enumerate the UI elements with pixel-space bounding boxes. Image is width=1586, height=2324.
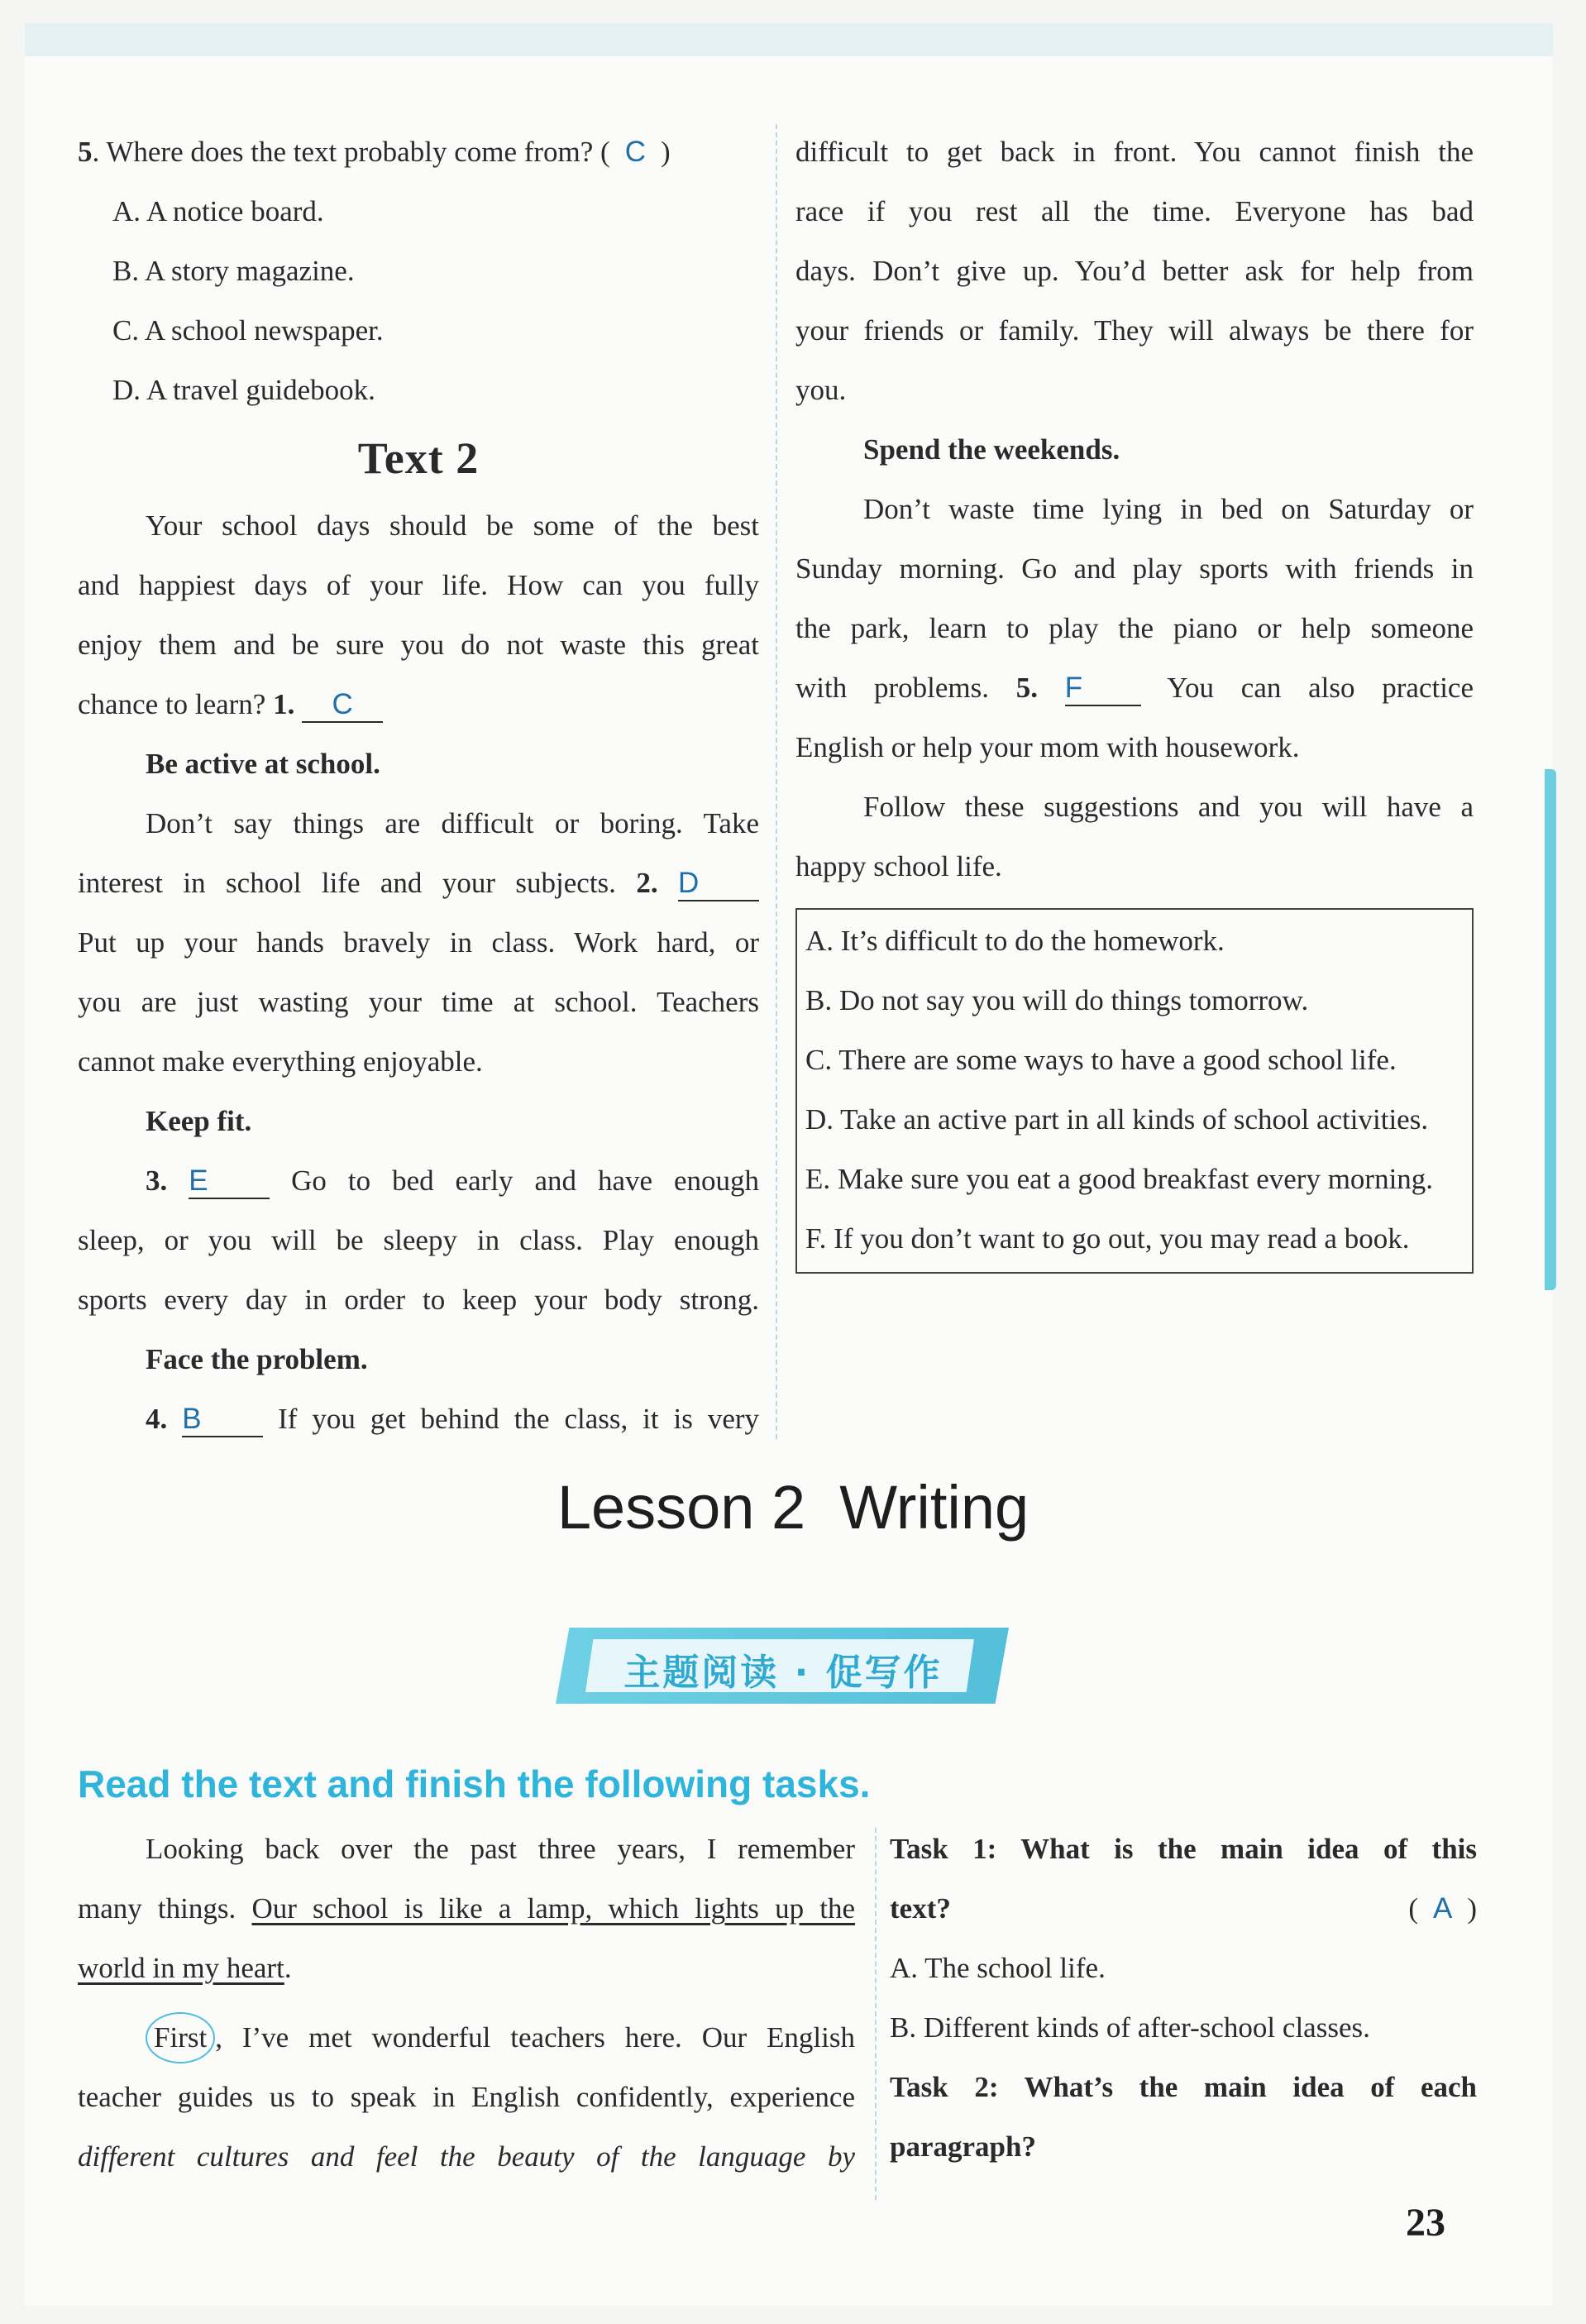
bracket-close: ): [1467, 1892, 1477, 1925]
options-box: [795, 908, 1474, 1274]
weekend-line: with problems.: [795, 672, 989, 704]
question-5-number: 5: [78, 136, 93, 168]
blank-5-number: 5.: [1015, 672, 1039, 704]
intro-line: Your school days should be some of the best: [146, 509, 759, 542]
task-2-label: Task 2:: [890, 2071, 999, 2103]
task-1-text: What is the main idea of this: [1020, 1833, 1478, 1865]
weekend-line: Don’t waste time lying in bed on Saturday or: [863, 493, 1474, 525]
task-2-text: paragraph?: [890, 2130, 1036, 2163]
question-5-answer: C: [624, 136, 646, 168]
q5-option-b: B. A story magazine.: [112, 255, 355, 287]
heading-face-problem: Face the problem.: [146, 1343, 368, 1375]
blank-3-number: 3.: [146, 1164, 168, 1197]
weekend-line: You can also practice: [1167, 672, 1474, 704]
heading-weekends: Spend the weekends.: [863, 433, 1120, 466]
active-line-with-blank: [78, 854, 759, 913]
task-2-text: What’s the main idea of each: [1024, 2071, 1478, 2103]
blank-5-answer[interactable]: F: [1065, 672, 1141, 706]
option-a: A. It’s difficult to do the homework.: [805, 925, 1225, 957]
blank-2-number: 2.: [636, 867, 658, 899]
weekend-line-with-blank: [795, 658, 1474, 718]
blank-1-answer[interactable]: C: [302, 689, 383, 723]
reading-text: .: [284, 1952, 292, 1984]
question-5: [78, 122, 759, 182]
task-1-question: [890, 1820, 1477, 1879]
task-1-answer-bracket: [1408, 1879, 1477, 1939]
option-b: B. Do not say you will do things tomorrow.: [805, 984, 1309, 1016]
reading-line: [78, 2008, 855, 2068]
active-line: Put up your hands bravely in class. Work hard, or: [78, 926, 759, 959]
heading-keep-fit: Keep fit.: [146, 1105, 252, 1137]
column-divider: [776, 124, 777, 1439]
weekend-line: Sunday morning. Go and play sports with friends in: [795, 552, 1474, 585]
task-1-question-end: [890, 1879, 1477, 1939]
task-1-label: Task 1:: [890, 1833, 997, 1865]
active-line: Don’t say things are difficult or boring. Take: [146, 807, 759, 839]
weekend-line: the park, learn to play the piano or help someone: [795, 612, 1474, 644]
side-tab: [1545, 769, 1556, 1290]
intro-line: enjoy them and be sure you do not waste this great: [78, 629, 759, 661]
continue-line: your friends or family. They will always be there for: [795, 314, 1474, 347]
bracket-open: (: [1408, 1892, 1418, 1925]
reading-line: Looking back over the past three years, I remember: [146, 1833, 855, 1865]
intro-line-with-blank: [78, 675, 759, 734]
tasks-column: [890, 1820, 1477, 2177]
top-band: [25, 23, 1553, 56]
question-5-text: . Where does the text probably come from? (: [92, 136, 610, 168]
fit-line: Go to bed early and have enough: [291, 1164, 759, 1197]
reading-text: , I’ve met wonderful teachers here. Our English: [215, 2021, 855, 2054]
problem-line-with-blank: [78, 1389, 759, 1449]
reading-line: [78, 1879, 855, 1939]
heading-be-active: Be active at school.: [146, 748, 380, 780]
task-1-option-b: B. Different kinds of after-school classes.: [890, 2011, 1370, 2044]
continue-line: days. Don’t give up. You’d better ask for help from: [795, 255, 1474, 287]
page-number: 23: [1406, 2201, 1445, 2245]
reading-column: [78, 1820, 855, 2187]
reading-text: many things.: [78, 1892, 236, 1925]
left-column: [78, 122, 759, 1449]
option-e: E. Make sure you eat a good breakfast every morning.: [805, 1163, 1434, 1195]
continue-line: difficult to get back in front. You cannot finish the: [795, 136, 1474, 168]
active-line: cannot make everything enjoyable.: [78, 1045, 483, 1078]
task-1-option-a: A. The school life.: [890, 1952, 1106, 1984]
section-banner: [556, 1628, 1009, 1704]
follow-line: happy school life.: [795, 850, 1002, 882]
right-column: [795, 122, 1474, 1274]
blank-4-number: 4.: [146, 1403, 168, 1435]
fit-line: sports every day in order to keep your body strong.: [78, 1284, 759, 1316]
section-heading: Read the text and finish the following tasks.: [78, 1762, 871, 1805]
fit-line: sleep, or you will be sleepy in class. Play enough: [78, 1224, 759, 1256]
q5-option-c: C. A school newspaper.: [112, 314, 384, 347]
task-1-answer: A: [1432, 1892, 1453, 1925]
circled-word: First: [146, 2012, 215, 2063]
reading-line: different cultures and feel the beauty of the language by: [78, 2140, 855, 2173]
fit-line-with-blank: [78, 1151, 759, 1211]
banner-text: 主题阅读 · 促写作: [623, 1652, 943, 1694]
blank-3-answer[interactable]: E: [189, 1165, 270, 1199]
question-5-close: ): [661, 136, 671, 168]
q5-option-d: D. A travel guidebook.: [112, 374, 375, 406]
underlined-sentence: Our school is like a lamp, which lights up the: [251, 1892, 856, 1925]
underlined-sentence: world in my heart: [78, 1952, 284, 1984]
q5-option-a: A. A notice board.: [112, 195, 324, 227]
problem-line: If you get behind the class, it is very: [278, 1403, 760, 1435]
blank-2-answer[interactable]: D: [678, 868, 759, 901]
text-2-title: Text 2: [357, 433, 480, 483]
lesson-title: Lesson 2 Writing: [557, 1473, 1029, 1542]
reading-line: [78, 1939, 855, 1998]
follow-line: Follow these suggestions and you will have a: [863, 791, 1474, 823]
option-d: D. Take an active part in all kinds of school activities.: [805, 1103, 1429, 1136]
blank-4-answer[interactable]: B: [182, 1403, 263, 1437]
active-line: you are just wasting your time at school. Teachers: [78, 986, 759, 1018]
task-2-question: [890, 2058, 1477, 2117]
continue-line: race if you rest all the time. Everyone has bad: [795, 195, 1474, 227]
option-f: F. If you don’t want to go out, you may read a book.: [805, 1222, 1410, 1255]
task-1-text: text?: [890, 1892, 951, 1925]
intro-line: chance to learn?: [78, 688, 266, 720]
weekend-line: English or help your mom with housework.: [795, 731, 1300, 763]
column-divider: [875, 1828, 877, 2200]
option-c: C. There are some ways to have a good school life.: [805, 1044, 1397, 1076]
blank-1-number: 1.: [273, 688, 295, 720]
continue-line: you.: [795, 374, 847, 406]
reading-line: teacher guides us to speak in English confidently, experience: [78, 2081, 855, 2113]
active-line: interest in school life and your subjects.: [78, 867, 616, 899]
intro-line: and happiest days of your life. How can you fully: [78, 569, 759, 601]
